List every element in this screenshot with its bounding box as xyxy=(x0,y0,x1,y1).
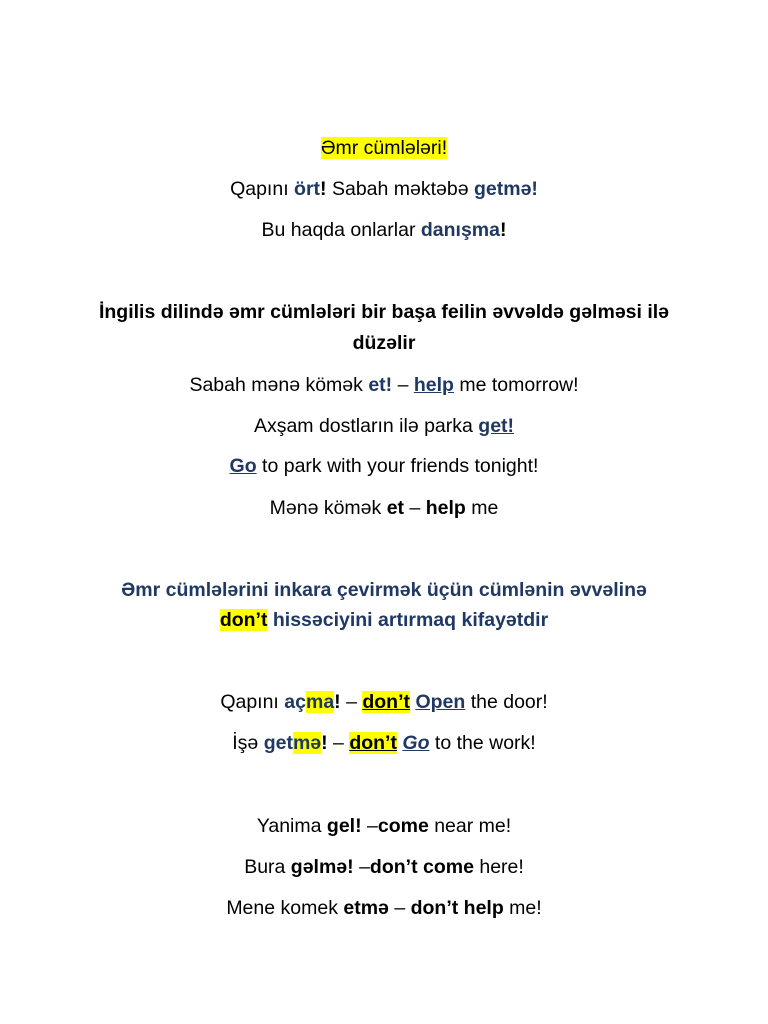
rule-example-3 xyxy=(0,454,768,478)
negative-suffix: ma xyxy=(305,691,335,713)
verb-emphasis: ört xyxy=(294,178,321,200)
sentence-text: to park with your friends tonight! xyxy=(256,455,539,477)
sentence-text: Qapını xyxy=(230,178,295,200)
sentence-text: Bura xyxy=(244,856,291,878)
negation-rule-text: Əmr cümlələrini inkara çevirmək üçün cümlənin əvvəlinə xyxy=(121,579,647,601)
verb-emphasis: gəlmə! xyxy=(290,856,354,878)
verb-emphasis: et xyxy=(386,497,405,519)
sentence-text: the door! xyxy=(465,691,548,713)
negation-rule-text: hissəciyini artırmaq kifayətdir xyxy=(267,609,549,631)
verb-emphasis: danışma xyxy=(420,219,500,241)
negation-rule-line-2 xyxy=(0,608,768,632)
dash-separator: – xyxy=(353,856,370,878)
rule-example-1 xyxy=(0,373,768,397)
sentence-text: here! xyxy=(473,856,524,878)
dash-separator: – xyxy=(340,691,363,713)
rule-heading-text: İngilis dilində əmr cümlələri bir başa feilin əvvəldə gəlməsi ilə xyxy=(98,301,670,323)
punctuation: ! xyxy=(500,219,507,241)
page-title-text: Əmr cümlələri! xyxy=(320,137,448,159)
english-verb: Go xyxy=(402,732,430,754)
english-verb: Go xyxy=(229,455,257,477)
dash-separator: – xyxy=(392,374,414,396)
more-example-3 xyxy=(0,896,768,920)
verb-stem: get xyxy=(263,732,293,754)
sentence-text: me xyxy=(465,497,499,519)
sentence-text: Mene komek xyxy=(226,897,344,919)
verb-emphasis: getmə! xyxy=(473,178,538,200)
negative-suffix: mə xyxy=(292,732,322,754)
sentence-text: near me! xyxy=(428,815,512,837)
dont-keyword: don’t xyxy=(349,732,397,754)
sentence-text: Axşam dostların ilə parka xyxy=(253,415,479,437)
dont-keyword: don’t xyxy=(362,691,411,713)
dash-separator: – xyxy=(327,732,350,754)
sentence-text: to the work! xyxy=(429,732,536,754)
rule-example-2 xyxy=(0,414,768,438)
verb-emphasis: gel! xyxy=(326,815,362,837)
sentence-text: me tomorrow! xyxy=(453,374,579,396)
sentence-text: Mənə kömək xyxy=(269,497,387,519)
intro-example-1 xyxy=(0,177,768,201)
dash-separator: – xyxy=(404,497,426,519)
english-verb: Open xyxy=(415,691,466,713)
punctuation: ! xyxy=(320,178,327,200)
negation-example-1 xyxy=(0,690,768,714)
verb-emphasis: get! xyxy=(478,415,515,437)
page-title xyxy=(0,136,768,160)
rule-heading-text: düzəlir xyxy=(352,332,416,354)
negation-rule-line-1 xyxy=(0,578,768,602)
punctuation: ! xyxy=(334,691,341,713)
intro-example-2 xyxy=(0,218,768,242)
rule-heading-line-1 xyxy=(0,300,768,324)
sentence-text: me! xyxy=(503,897,542,919)
english-verb: come xyxy=(377,815,429,837)
sentence-text: Qapını xyxy=(220,691,285,713)
sentence-text: İşə xyxy=(232,732,264,754)
more-example-1 xyxy=(0,814,768,838)
negation-example-2 xyxy=(0,731,768,755)
sentence-text: Bu haqda onlarlar xyxy=(261,219,421,241)
rule-heading-line-2 xyxy=(0,331,768,355)
more-example-2 xyxy=(0,855,768,879)
verb-emphasis: et! xyxy=(368,374,393,396)
dont-keyword: don’t xyxy=(219,609,268,631)
english-verb: help xyxy=(413,374,454,396)
punctuation: ! xyxy=(321,732,328,754)
dash-separator: – xyxy=(388,897,411,919)
english-verb: don’t come xyxy=(369,856,474,878)
english-verb: don’t help xyxy=(410,897,504,919)
verb-stem: aç xyxy=(284,691,306,713)
english-verb: help xyxy=(425,497,466,519)
sentence-text: Sabah məktəbə xyxy=(326,178,474,200)
verb-emphasis: etmə xyxy=(343,897,389,919)
sentence-text: Sabah mənə kömək xyxy=(189,374,369,396)
sentence-text: Yanima xyxy=(256,815,327,837)
rule-example-4 xyxy=(0,496,768,520)
dash-separator: – xyxy=(361,815,378,837)
